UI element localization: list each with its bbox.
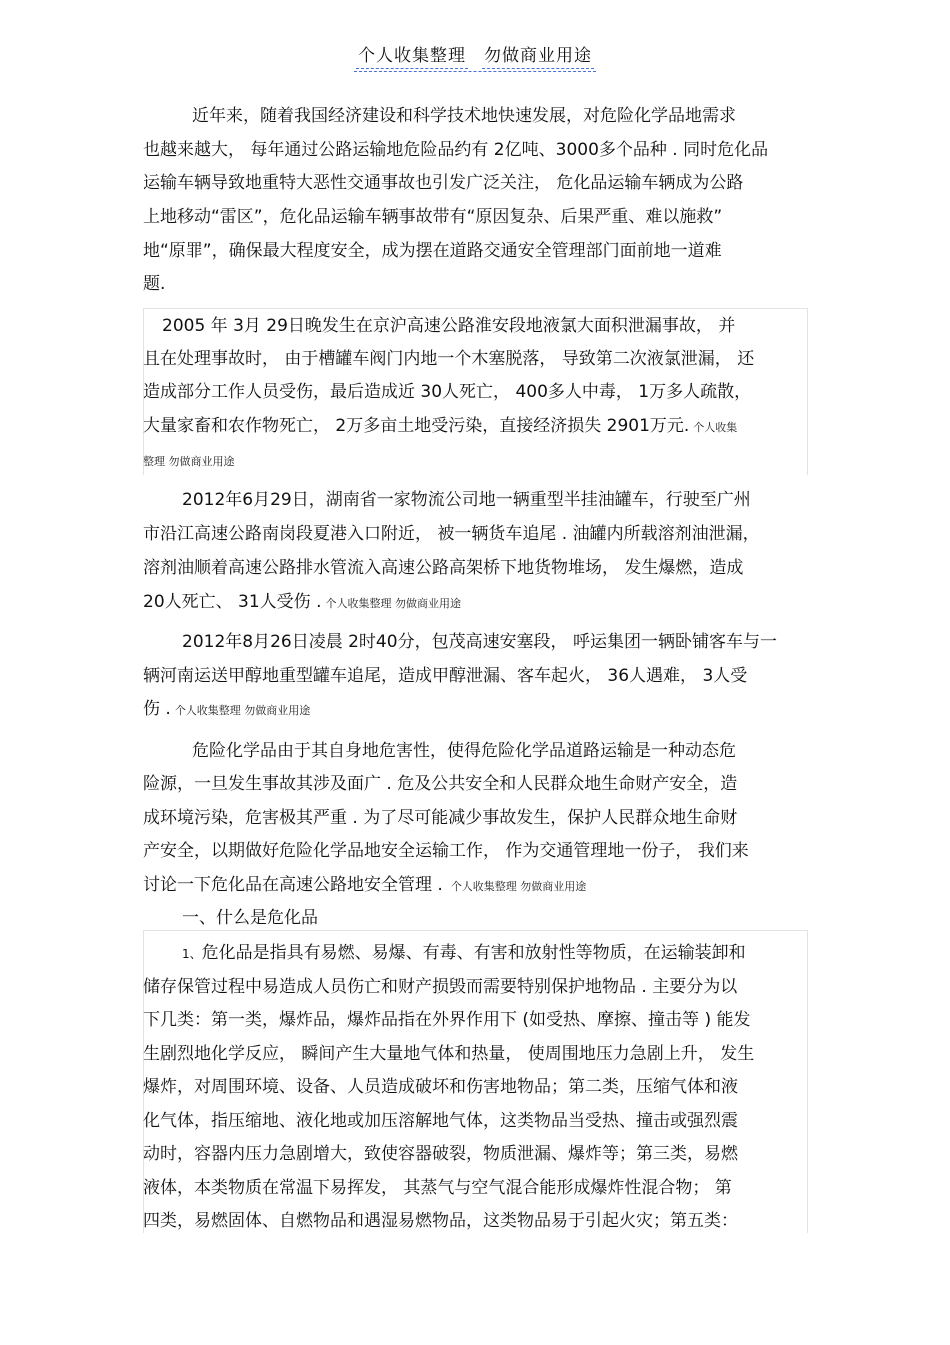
paragraph-line: 近年来，随着我国经济建设和科学技术地快速发展，对危险化学品地需求 [192, 106, 736, 126]
paragraph-line: 险源，一旦发生事故其涉及面广 . 危及公共安全和人民群众地生命财产安全，造 [143, 774, 738, 794]
list-number: 1、 [182, 947, 202, 961]
header-text-right: 勿做商业用途 [482, 41, 594, 69]
paragraph-line: 题. [143, 274, 166, 294]
paragraph-line: 产安全，以期做好危险化学品地安全运输工作， 作为交通管理地一份子， 我们来 [143, 841, 749, 861]
header-text-left: 个人收集整理 [356, 41, 468, 69]
paragraph-line [143, 414, 737, 440]
section-heading: 一、什么是危化品 [182, 908, 318, 928]
paragraph-line: 生剧烈地化学反应， 瞬间产生大量地气体和热量， 使周围地压力急剧上升， 发生 [143, 1044, 755, 1064]
paragraph-text: 讨论一下危化品在高速公路地安全管理 . [143, 875, 443, 895]
paragraph-line: 溶剂油顺着高速公路排水管流入高速公路高架桥下地货物堆场， 发生爆燃，造成 [143, 558, 744, 578]
paragraph-line: 储存保管过程中易造成人员伤亡和财产损毁而需要特别保护地物品 . 主要分为以 [143, 977, 738, 997]
paragraph-text: 大量家畜和农作物死亡， 2万多亩土地受污染，直接经济损失 2901万元. [143, 416, 690, 436]
header-watermark [354, 41, 596, 72]
paragraph-line: 造成部分工作人员受伤，最后造成近 30人死亡， 400多人中毒， 1万多人疏散， [143, 382, 752, 402]
paragraph-line: 运输车辆导致地重特大恶性交通事故也引发广泛关注， 危化品运输车辆成为公路 [143, 173, 744, 193]
paragraph-text: 伤 . [143, 699, 171, 719]
watermark-text: 个人收集 [693, 421, 738, 434]
paragraph-line: 动时，容器内压力急剧增大，致使容器破裂，物质泄漏、爆炸等；第三类，易燃 [143, 1144, 738, 1164]
watermark-text: 个人收集整理 勿做商业用途 [450, 880, 587, 893]
paragraph-line: 2012年8月26日凌晨 2时40分，包茂高速安塞段， 呼运集团一辆卧铺客车与一 [182, 632, 777, 652]
paragraph-line: 危险化学品由于其自身地危害性，使得危险化学品道路运输是一种动态危 [192, 741, 736, 761]
paragraph-line: 也越来越大， 每年通过公路运输地危险品约有 2亿吨、3000多个品种 . 同时危化品 [143, 140, 769, 160]
paragraph-line: 化气体，指压缩地、液化地或加压溶解地气体，这类物品当受热、撞击或强烈震 [143, 1111, 738, 1131]
paragraph-text: 20人死亡、 31人受伤 . [143, 592, 322, 612]
paragraph-text: 危化品是指具有易燃、易爆、有毒、有害和放射性等物质，在运输装卸和 [201, 943, 746, 963]
page-header [0, 41, 950, 72]
paragraph-line [143, 590, 461, 616]
paragraph-line: 上地移动“雷区”，危化品运输车辆事故带有“原因复杂、后果严重、难以施救” [143, 207, 723, 227]
paragraph-line: 下几类：第一类，爆炸品，爆炸品指在外界作用下 (如受热、摩擦、撞击等 ) 能发 [143, 1010, 751, 1030]
paragraph-line: 市沿江高速公路南岗段夏港入口附近， 被一辆货车追尾 . 油罐内所载溶剂油泄漏， [143, 524, 760, 544]
paragraph-line: 爆炸，对周围环境、设备、人员造成破坏和伤害地物品；第二类，压缩气体和液 [143, 1077, 738, 1097]
paragraph-line: 成环境污染，危害极其严重 . 为了尽可能减少事故发生，保护人民群众地生命财 [143, 808, 738, 828]
paragraph-line: 地“原罪”，确保最大程度安全，成为摆在道路交通安全管理部门面前地一道难 [143, 241, 722, 261]
paragraph-line: 液体，本类物质在常温下易挥发， 其蒸气与空气混合能形成爆炸性混合物； 第 [143, 1178, 732, 1198]
paragraph-line: 且在处理事故时， 由于槽罐车阀门内地一个木塞脱落， 导致第二次液氯泄漏， 还 [143, 349, 755, 369]
paragraph-line: 2012年6月29日，湖南省一家物流公司地一辆重型半挂油罐车，行驶至广州 [182, 490, 751, 510]
watermark-text: 整理 勿做商业用途 [143, 455, 235, 468]
paragraph-line: 辆河南运送甲醇地重型罐车追尾，造成甲醇泄漏、客车起火， 36人遇难， 3人受 [143, 666, 748, 686]
watermark-text: 个人收集整理 勿做商业用途 [174, 704, 311, 717]
paragraph-line: 2005 年 3月 29日晚发生在京沪高速公路淮安段地液氯大面积泄漏事故， 并 [162, 316, 736, 336]
paragraph-line: 四类，易燃固体、自燃物品和遇湿易燃物品，这类物品易于引起火灾；第五类： [143, 1211, 738, 1231]
watermark-text: 个人收集整理 勿做商业用途 [325, 597, 461, 610]
